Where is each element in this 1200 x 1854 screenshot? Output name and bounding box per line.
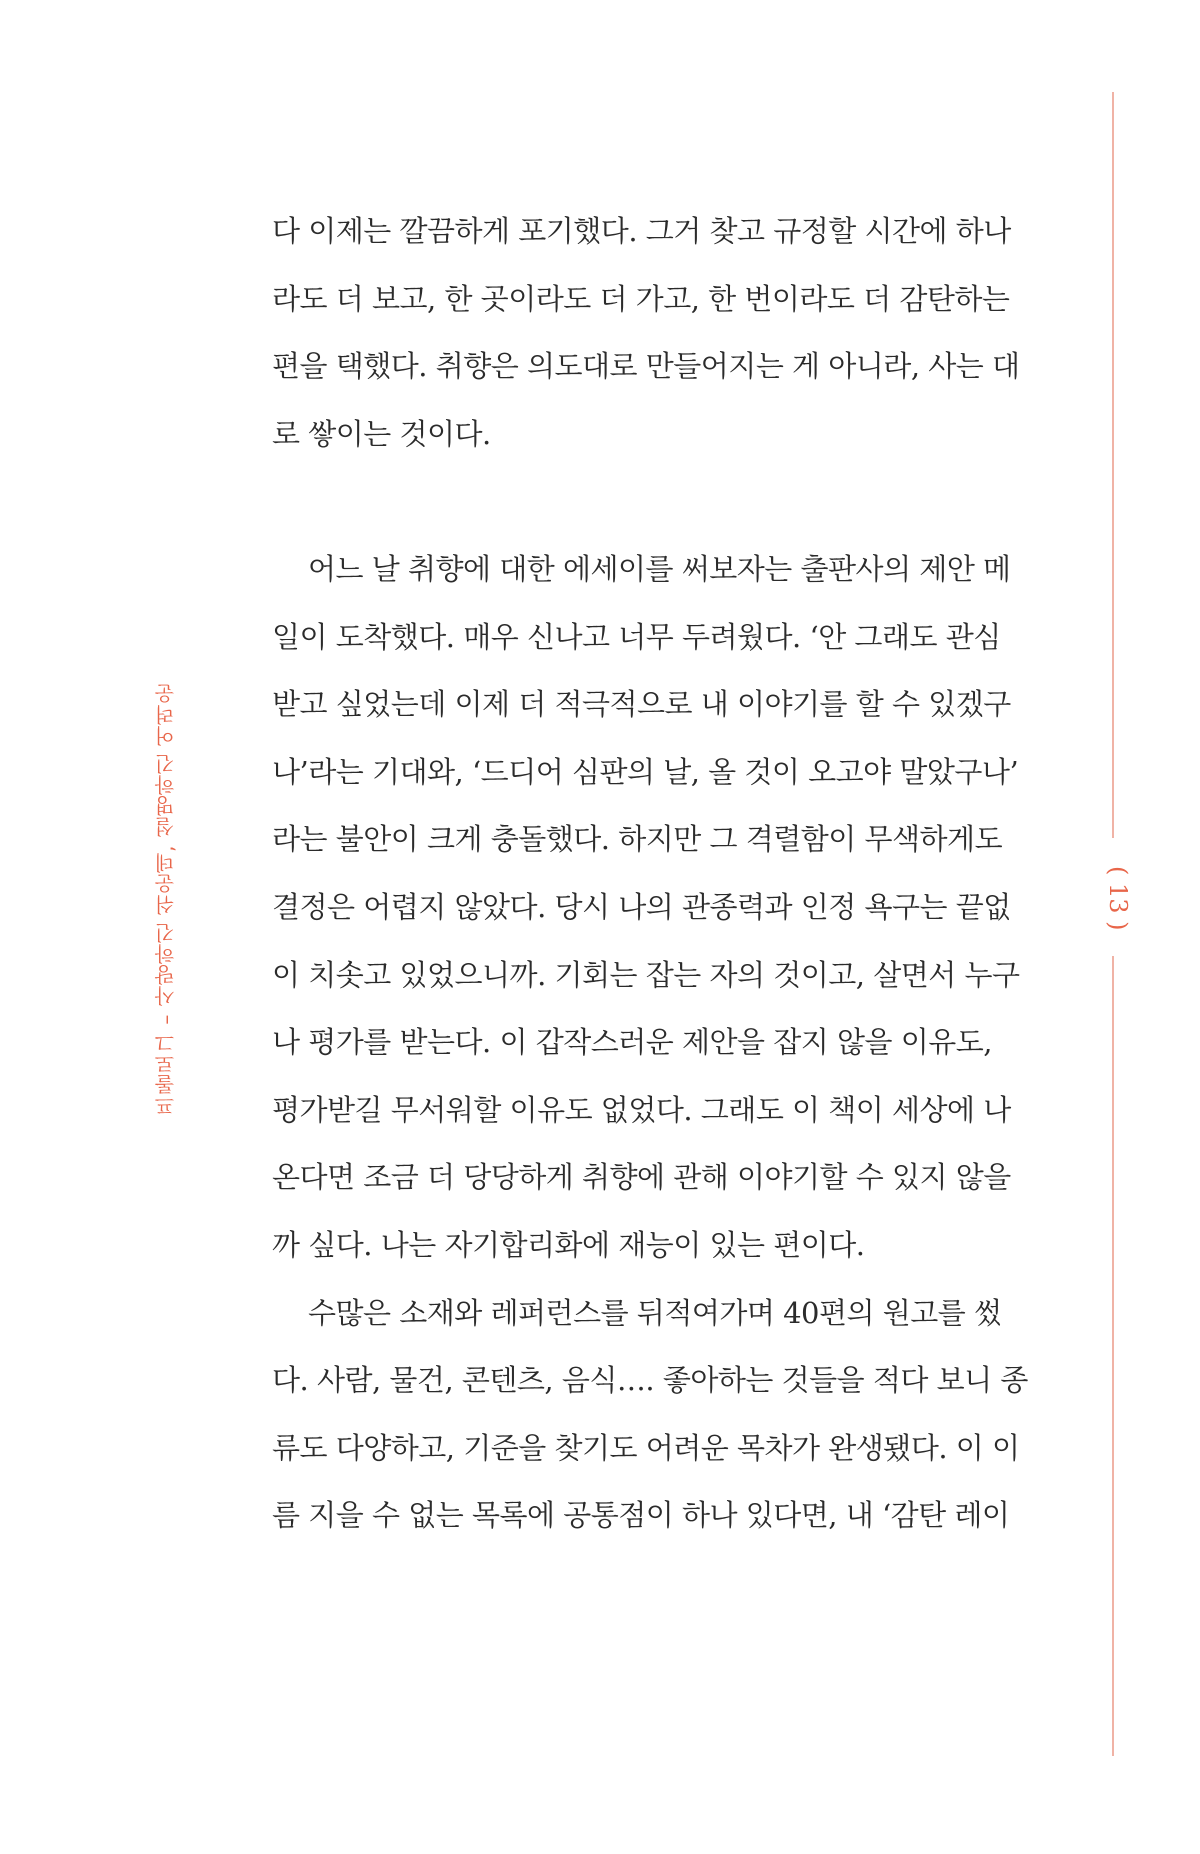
text-line: 까 싶다. 나는 자기합리화에 재능이 있는 편이다.	[272, 1227, 865, 1262]
margin-rule-bottom	[1112, 956, 1114, 1756]
text-line: 나’라는 기대와, ‘드디어 심판의 날, 올 것이 오고야 말았구나’	[272, 754, 1019, 789]
text-line: 일이 도착했다. 매우 신나고 너무 두려웠다. ‘안 그래도 관심	[272, 619, 1001, 654]
text-line: 다. 사람, 물건, 콘텐츠, 음식…. 좋아하는 것들을 적다 보니 종	[272, 1363, 1028, 1398]
text-line: 수많은 소재와 레퍼런스를 뒤적여가며 40편의 원고를 썼	[308, 1295, 1002, 1330]
margin-rule-top	[1112, 92, 1114, 838]
body-text	[272, 198, 1028, 1550]
text-line: 어느 날 취향에 대한 에세이를 써보자는 출판사의 제안 메	[308, 551, 1011, 586]
text-line: 름 지을 수 없는 목록에 공통점이 하나 있다면, 내 ‘감탄 레이	[272, 1498, 1010, 1533]
running-head: 프롤로그 – 사랑하긴 쉬운데, 설명하긴 어려운	[154, 682, 178, 1116]
text-line: 라도 더 보고, 한 곳이라도 더 가고, 한 번이라도 더 감탄하는	[272, 281, 1010, 316]
paragraph-1	[272, 198, 1024, 468]
text-line: 로 쌓이는 것이다.	[272, 416, 491, 451]
paragraph-3	[272, 1280, 1028, 1550]
text-line: 평가받길 무서워할 이유도 없었다. 그래도 이 책이 세상에 나	[272, 1092, 1011, 1127]
page-number: ( 13 )	[1104, 865, 1132, 931]
text-line: 편을 택했다. 취향은 의도대로 만들어지는 게 아니라, 사는 대	[272, 349, 1020, 384]
text-line: 이 치솟고 있었으니까. 기회는 잡는 자의 것이고, 살면서 누구	[272, 957, 1020, 992]
text-line: 라는 불안이 크게 충돌했다. 하지만 그 격렬함이 무색하게도	[272, 822, 1003, 857]
text-line: 받고 싶었는데 이제 더 적극적으로 내 이야기를 할 수 있겠구	[272, 687, 1011, 722]
text-line: 나 평가를 받는다. 이 갑작스러운 제안을 잡지 않을 이유도,	[272, 1025, 993, 1060]
paragraph-2	[272, 536, 1024, 1280]
text-line: 류도 다양하고, 기준을 찾기도 어려운 목차가 완생됐다. 이 이	[272, 1430, 1020, 1465]
text-line: 다 이제는 깔끔하게 포기했다. 그거 찾고 규정할 시간에 하나	[272, 214, 1011, 248]
text-line: 온다면 조금 더 당당하게 취향에 관해 이야기할 수 있지 않을	[272, 1160, 1011, 1195]
text-line: 결정은 어렵지 않았다. 당시 나의 관종력과 인정 욕구는 끝없	[272, 889, 1011, 924]
paragraph-gap	[272, 468, 1024, 536]
